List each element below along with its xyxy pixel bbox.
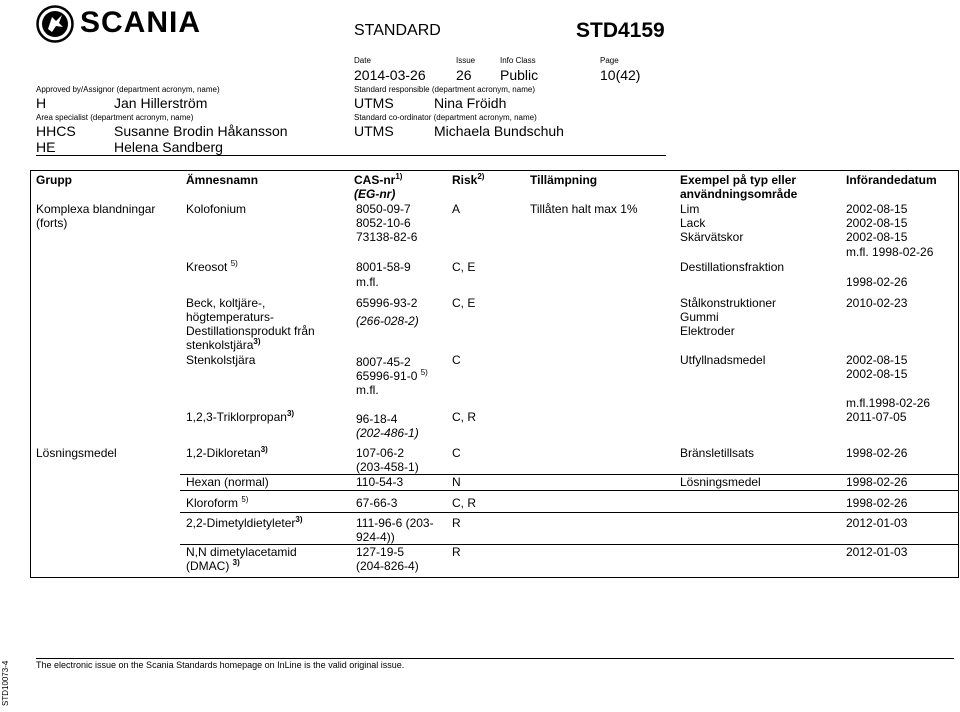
row-divider bbox=[180, 490, 958, 491]
eg-number: (266-028-2) bbox=[356, 314, 419, 328]
cas-number: 111-96-6 (203- bbox=[356, 516, 434, 530]
group-losningsmedel: Lösningsmedel bbox=[36, 446, 117, 460]
substance-name: Beck, koltjäre-, bbox=[186, 296, 266, 310]
approved-name: Jan Hillerström bbox=[114, 95, 208, 111]
intro-date: 1998-02-26 bbox=[846, 475, 908, 489]
intro-date: m.fl.1998-02-26 bbox=[846, 396, 931, 410]
example: Lösningsmedel bbox=[680, 475, 761, 489]
row-divider bbox=[180, 512, 958, 513]
risk-code: C bbox=[452, 446, 461, 460]
area-label: Area specialist (department acronym, name) bbox=[36, 113, 194, 122]
example: Elektroder bbox=[680, 324, 735, 338]
intro-date: 2010-02-23 bbox=[846, 296, 908, 310]
substance-name: stenkolstjära$^{3)}$ bbox=[186, 337, 261, 352]
doc-type: STANDARD bbox=[354, 22, 441, 39]
cas-number: 110-54-3 bbox=[356, 475, 404, 489]
intro-date: 2012-01-03 bbox=[846, 545, 908, 559]
cas-number: 73138-82-6 bbox=[356, 230, 418, 244]
page-value: 10(42) bbox=[600, 67, 641, 83]
cas-number: 107-06-2 bbox=[356, 446, 405, 460]
row-divider bbox=[180, 474, 958, 475]
cas-number: 127-19-5 bbox=[356, 545, 405, 559]
intro-date: 2011-07-05 bbox=[846, 410, 907, 424]
eg-number: (203-458-1) bbox=[356, 460, 419, 474]
example: Lim bbox=[680, 202, 700, 216]
cas-number: m.fl. bbox=[356, 383, 379, 397]
griffin-emblem-icon bbox=[36, 5, 74, 43]
risk-code: C, R bbox=[452, 496, 476, 510]
intro-date: 2002-08-15 bbox=[846, 202, 908, 216]
risk-code: C bbox=[452, 353, 461, 367]
eg-number: (202-486-1) bbox=[356, 426, 419, 440]
cas-number: 924-4)) bbox=[356, 530, 395, 544]
risk-code: C, R bbox=[452, 410, 476, 424]
substance-name: N,N dimetylacetamid bbox=[186, 545, 297, 559]
issue-value: 26 bbox=[456, 67, 472, 83]
coord-name: Michaela Bundschuh bbox=[434, 123, 564, 139]
substance-name: högtemperaturs- bbox=[186, 310, 275, 324]
responsible-dept: UTMS bbox=[354, 95, 394, 111]
cas-number: 65996-93-2 bbox=[356, 296, 418, 310]
intro-date: 1998-02-26 bbox=[846, 275, 908, 289]
substance-name: 2,2-Dimetyldietyleter$^{3)}$ bbox=[186, 515, 303, 530]
info-class-value: Public bbox=[500, 67, 539, 83]
cas-number: 8052-10-6 bbox=[356, 216, 411, 230]
info-class-label: Info Class bbox=[500, 56, 536, 65]
intro-date: 2002-08-15 bbox=[846, 367, 908, 381]
cas-number: 8007-45-2 bbox=[356, 355, 411, 369]
coord-label: Standard co-ordinator (department acronym, name) bbox=[354, 113, 537, 122]
risk-code: C, E bbox=[452, 260, 476, 274]
cas-number: 8050-09-7 bbox=[356, 202, 411, 216]
group-komplexa-forts: (forts) bbox=[36, 216, 68, 230]
issue-label: Issue bbox=[456, 56, 476, 65]
footer-divider bbox=[36, 658, 954, 659]
substance-name: Kolofonium bbox=[186, 202, 247, 216]
header-eg: (EG-nr) bbox=[354, 187, 396, 201]
substance-name: Kloroform $^{5)}$ bbox=[186, 495, 249, 510]
substance-name: Hexan (normal) bbox=[186, 475, 269, 489]
responsible-name: Nina Fröidh bbox=[434, 95, 507, 111]
risk-code: C, E bbox=[452, 296, 476, 310]
responsible-label: Standard responsible (department acronym, name) bbox=[354, 85, 535, 94]
area1-dept: HHCS bbox=[36, 123, 76, 139]
approved-dept: H bbox=[36, 95, 47, 111]
risk-code: R bbox=[452, 545, 461, 559]
approved-label: Approved by/Assignor (department acronym, name) bbox=[36, 85, 220, 94]
area2-dept: HE bbox=[36, 139, 56, 155]
coord-dept: UTMS bbox=[354, 123, 394, 139]
header-exempel-line1: Exempel på typ eller bbox=[680, 173, 797, 187]
header-grupp: Grupp bbox=[36, 173, 72, 187]
cas-number: 67-66-3 bbox=[356, 496, 398, 510]
cas-number: 8001-58-9 bbox=[356, 260, 411, 274]
risk-code: A bbox=[452, 202, 461, 216]
example: Bränsletillsats bbox=[680, 446, 755, 460]
table-bottom-border bbox=[30, 577, 958, 578]
group-komplexa: Komplexa blandningar bbox=[36, 202, 156, 216]
header-risk: Risk$^{2)}$ bbox=[452, 172, 485, 187]
cas-number: m.fl. bbox=[356, 275, 379, 289]
example: Stålkonstruktioner bbox=[680, 296, 777, 310]
substance-name: 1,2-Dikloretan$^{3)}$ bbox=[186, 445, 268, 460]
example: Utfyllnadsmedel bbox=[680, 353, 766, 367]
cas-number: 65996-91-0 $^{5)}$ bbox=[356, 368, 428, 383]
intro-date: 1998-02-26 bbox=[846, 446, 908, 460]
scania-logo bbox=[36, 4, 226, 44]
intro-date: 1998-02-26 bbox=[846, 496, 908, 510]
risk-code: N bbox=[452, 475, 461, 489]
page-label: Page bbox=[600, 56, 619, 65]
intro-date: 2012-01-03 bbox=[846, 516, 908, 530]
area2-name: Helena Sandberg bbox=[114, 139, 223, 155]
intro-date: 2002-08-15 bbox=[846, 230, 908, 244]
header-cas: CAS-$nr^{1)}$ bbox=[354, 172, 403, 187]
brand-wordmark: SCANIA bbox=[80, 6, 202, 39]
substance-name: Destillationsprodukt från bbox=[186, 324, 315, 338]
application: Tillåten halt max 1% bbox=[530, 202, 638, 216]
risk-code: R bbox=[452, 516, 461, 530]
cas-number: 96-18-4 bbox=[356, 412, 398, 426]
example: Skärvätskor bbox=[680, 230, 744, 244]
eg-number: (204-826-4) bbox=[356, 559, 419, 573]
substance-name: (DMAC) $^{3)}$ bbox=[186, 558, 240, 573]
substance-name: 1,2,3-Triklorpropan$^{3)}$ bbox=[186, 409, 295, 424]
example: Lack bbox=[680, 216, 706, 230]
side-doc-code: STD10073-4 bbox=[1, 660, 10, 706]
example: Destillationsfraktion bbox=[680, 260, 785, 274]
header-inforandedatum: Införandedatum bbox=[846, 173, 937, 187]
footer-note: The electronic issue on the Scania Standards homepage on InLine is the valid original issue. bbox=[36, 660, 405, 670]
intro-date: 2002-08-15 bbox=[846, 353, 908, 367]
header-exempel-line2: användningsområde bbox=[680, 187, 798, 201]
substance-name: Stenkolstjära bbox=[186, 353, 256, 367]
header-tillampning: Tillämpning bbox=[530, 173, 598, 187]
area1-name: Susanne Brodin Håkansson bbox=[114, 123, 288, 139]
table-top-border bbox=[30, 170, 958, 171]
intro-date: m.fl. 1998-02-26 bbox=[846, 245, 934, 259]
substance-name: Kreosot $^{5)}$ bbox=[186, 259, 238, 274]
header-divider bbox=[36, 155, 666, 156]
header-amnesnamn: Ämnesnamn bbox=[186, 173, 259, 187]
table-left-border bbox=[30, 170, 31, 578]
date-value: 2014-03-26 bbox=[354, 67, 426, 83]
example: Gummi bbox=[680, 310, 719, 324]
table-right-border bbox=[958, 170, 959, 578]
doc-number: STD4159 bbox=[576, 19, 665, 42]
date-label: Date bbox=[354, 56, 371, 65]
intro-date: 2002-08-15 bbox=[846, 216, 908, 230]
